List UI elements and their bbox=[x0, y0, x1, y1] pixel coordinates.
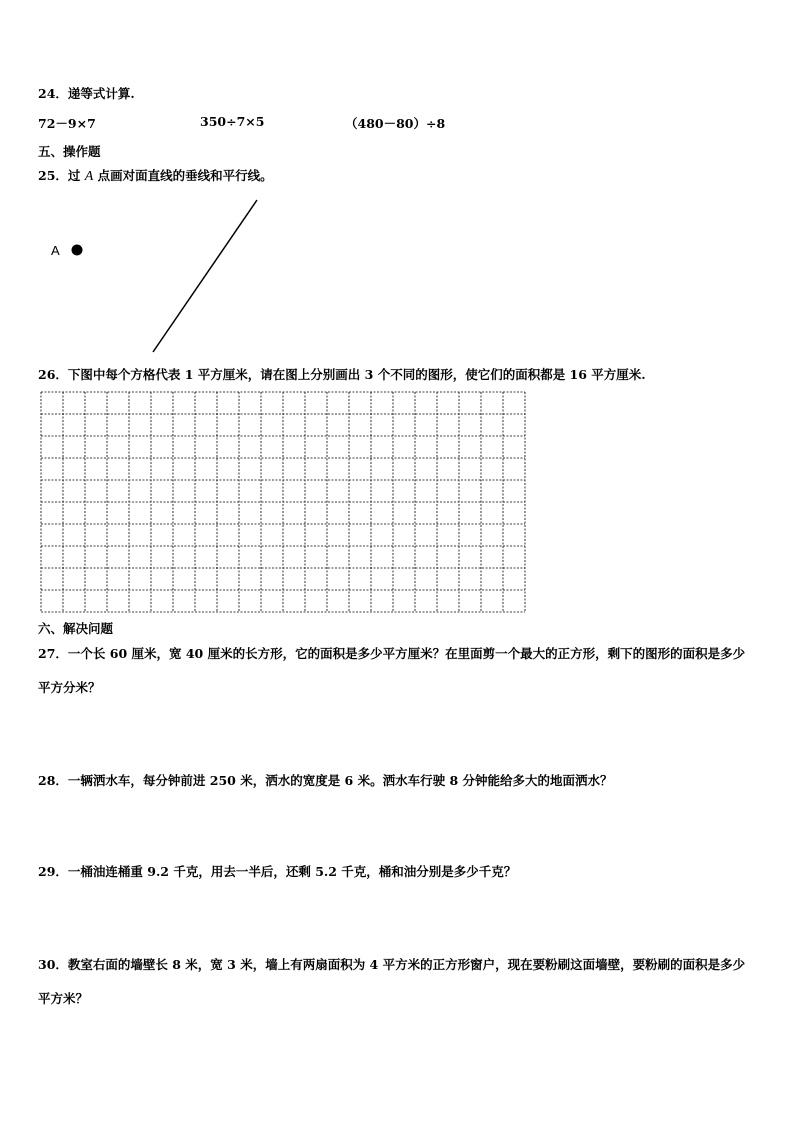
question-30-text: 30．教室右面的墙壁长 8 米，宽 3 米，墙上有两扇面积为 4 平方米的正方形窗户，现在要粉刷这面墙壁，要粉刷的面积是多少平方米？ bbox=[38, 957, 746, 1006]
section-heading-5: 五、操作题 bbox=[38, 144, 101, 159]
section-heading-6: 六、解决问题 bbox=[38, 621, 114, 636]
question-27-text: 27．一个长 60 厘米，宽 40 厘米的长方形，它的面积是多少平方厘米？在里面剪一个最大的正方形，剩下的图形的面积是多少平方分米？ bbox=[38, 646, 746, 695]
question-25-suffix: 点画对面直线的垂线和平行线。 bbox=[93, 168, 273, 183]
question-25-prefix: 25．过 bbox=[38, 168, 85, 183]
expression-2: 350÷7×5 bbox=[200, 114, 265, 129]
question-26-text: 26．下图中每个方格代表 1 平方厘米，请在图上分别画出 3 个不同的图形，使它们的面积都是 16 平方厘米. bbox=[38, 367, 646, 382]
question-25-text bbox=[38, 166, 273, 185]
line-and-point-diagram bbox=[38, 195, 298, 355]
expression-1: 72－9×7 bbox=[38, 116, 96, 131]
square-grid bbox=[40, 391, 527, 614]
question-29-text: 29．一桶油连桶重 9.2 千克，用去一半后，还剩 5.2 千克，桶和油分别是多少千克？ bbox=[38, 864, 517, 879]
oblique-line bbox=[153, 200, 257, 352]
expression-3: （480－80）÷8 bbox=[345, 116, 446, 131]
point-a-label: A bbox=[51, 243, 60, 258]
question-28-text: 28．一辆洒水车，每分钟前进 250 米，洒水的宽度是 6 米。洒水车行驶 8 分钟能给多大的地面洒水？ bbox=[38, 773, 613, 788]
point-a-dot bbox=[72, 245, 83, 256]
question-24-title: 24．递等式计算. bbox=[38, 86, 135, 101]
point-variable: A bbox=[84, 169, 94, 184]
